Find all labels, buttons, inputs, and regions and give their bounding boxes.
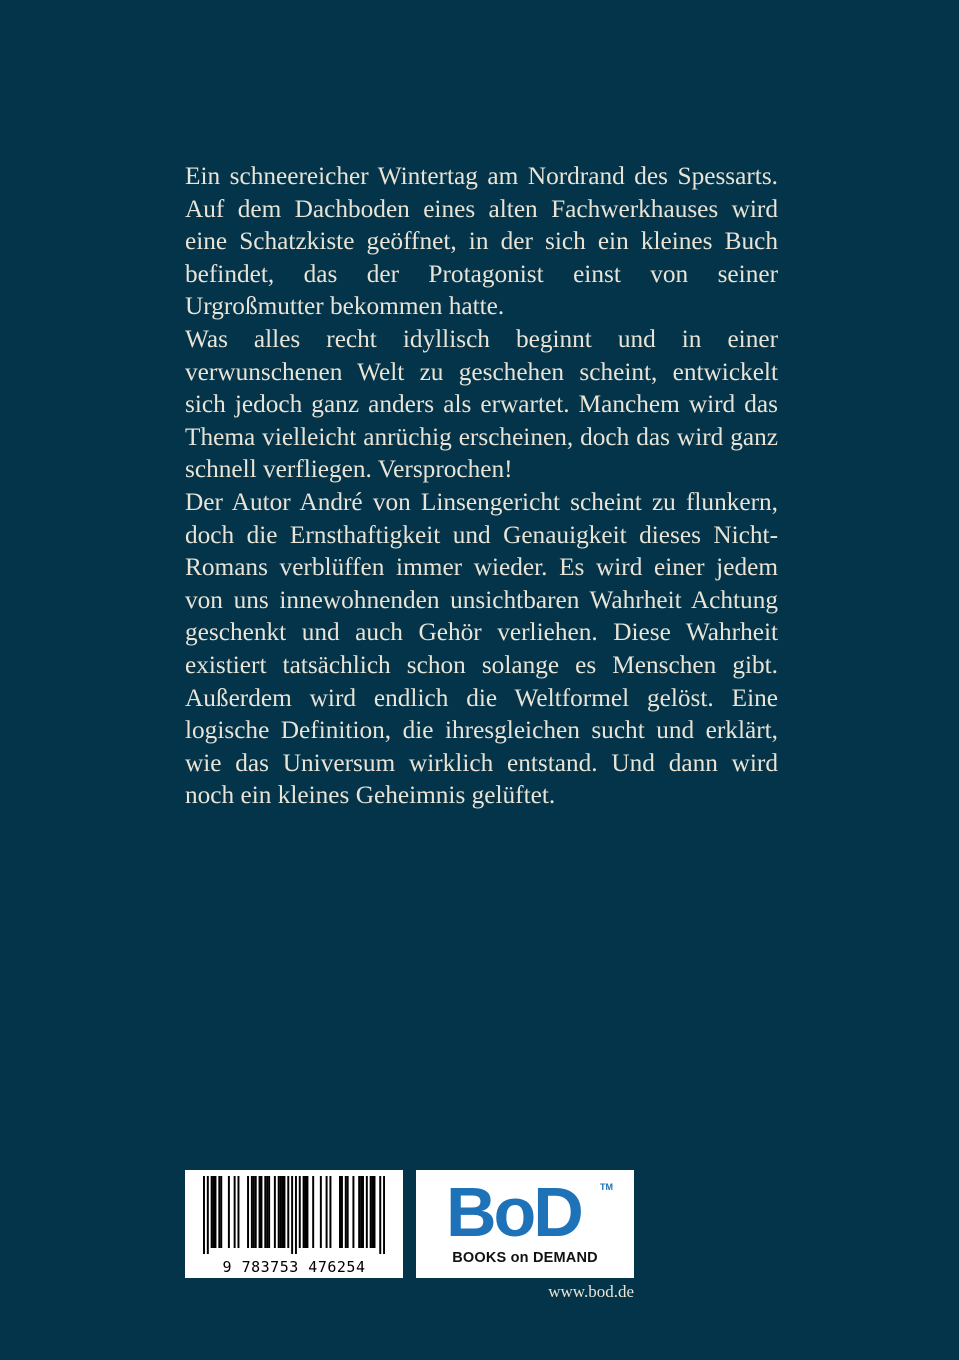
barcode-bar [280, 1176, 282, 1248]
barcode-bar [207, 1176, 209, 1254]
barcode-bar [260, 1176, 262, 1248]
barcode-bar [291, 1176, 293, 1254]
barcode-bar [234, 1176, 236, 1248]
barcode-bar [237, 1176, 239, 1248]
barcode-bar [251, 1176, 253, 1248]
publisher-logo-box [416, 1170, 634, 1278]
blurb-paragraph-2: Was alles recht idyllisch beginnt und in einer verwunschenen Welt zu geschehen scheint, entwickelt sich jedoch ganz anders als erwartet. Manchem wird das Thema vielleicht anrüchig erscheinen, doch das wird ganz schnell verfliegen. Versprochen! [185, 324, 778, 484]
barcode-bar [362, 1176, 364, 1248]
barcode-bar [312, 1176, 314, 1248]
barcode-bar [326, 1176, 328, 1248]
barcode-bar [211, 1176, 213, 1248]
publisher-website: www.bod.de [548, 1282, 634, 1301]
barcode-bar [259, 1176, 261, 1248]
barcode-bar [253, 1176, 255, 1248]
barcode-bar [278, 1176, 280, 1248]
barcode-bar [283, 1176, 285, 1248]
barcode-bar [305, 1176, 307, 1248]
isbn-barcode [185, 1170, 403, 1278]
barcode-bar [370, 1176, 372, 1248]
back-cover-blurb [185, 160, 778, 812]
barcode-bar [203, 1176, 205, 1254]
barcode-bar [299, 1176, 301, 1248]
barcode-bar [366, 1176, 368, 1248]
barcode-bar [247, 1176, 249, 1248]
barcode-bar [228, 1176, 230, 1248]
barcode-bar [306, 1176, 308, 1248]
barcode-bar [341, 1176, 343, 1248]
blurb-paragraph-3: Der Autor André von Linsengericht scheint zu flunkern, doch die Ernsthaftigkeit und Genauigkeit dieses Nicht-Romans verblüffen immer wieder. Es wird einer jedem von uns innewohnenden unsichtbaren Wahrheit Achtung geschenkt und auch Gehör verliehen. Diese Wahrheit existiert tatsächlich schon solange es Menschen gibt. Außerdem wird endlich die Weltformel gelöst. Eine logische Definition, die ihresgleichen sucht und erklärt, wie das Universum wirklich entstand. Und dann wird noch ein kleines Geheimnis gelüftet. [185, 487, 778, 810]
publisher-tagline: BOOKS on DEMAND [452, 1250, 598, 1266]
barcode-bar [268, 1176, 270, 1248]
barcode-bar [220, 1176, 222, 1248]
barcode-bar [213, 1176, 215, 1248]
barcode-bar [255, 1176, 257, 1248]
barcode-bar [352, 1176, 354, 1248]
barcode-bar [374, 1176, 376, 1248]
barcode-bar [303, 1176, 305, 1248]
barcode-bar [347, 1176, 349, 1248]
barcode-bar [287, 1176, 289, 1248]
barcode-bar [345, 1176, 347, 1248]
barcode-bar [214, 1176, 216, 1248]
barcode-bars [203, 1176, 385, 1254]
barcode-bar [295, 1176, 297, 1254]
barcode-bar [339, 1176, 341, 1248]
barcode-bar [218, 1176, 220, 1248]
bod-logo: BoD [446, 1173, 581, 1251]
barcode-bar [360, 1176, 362, 1248]
trademark-mark: TM [600, 1182, 613, 1192]
barcode-bar [358, 1176, 360, 1248]
barcode-bar [372, 1176, 374, 1248]
barcode-bar [329, 1176, 331, 1248]
barcode-bar [274, 1176, 276, 1248]
barcode-bar [320, 1176, 322, 1248]
barcode-bar [264, 1176, 266, 1248]
barcode-bar [379, 1176, 381, 1254]
blurb-paragraph-1: Ein schneereicher Wintertag am Nordrand des Spessarts. Auf dem Dachboden eines alten Fachwerkhauses wird eine Schatzkiste geöffnet, in der sich ein kleines Buch befindet, das der Protagonist einst von seiner Urgroßmutter bekommen hatte. [185, 162, 778, 321]
barcode-bar [266, 1176, 268, 1248]
barcode-bar [282, 1176, 284, 1248]
barcode-bar [383, 1176, 385, 1254]
barcode-digits: 9 783753 476254 [222, 1258, 366, 1276]
